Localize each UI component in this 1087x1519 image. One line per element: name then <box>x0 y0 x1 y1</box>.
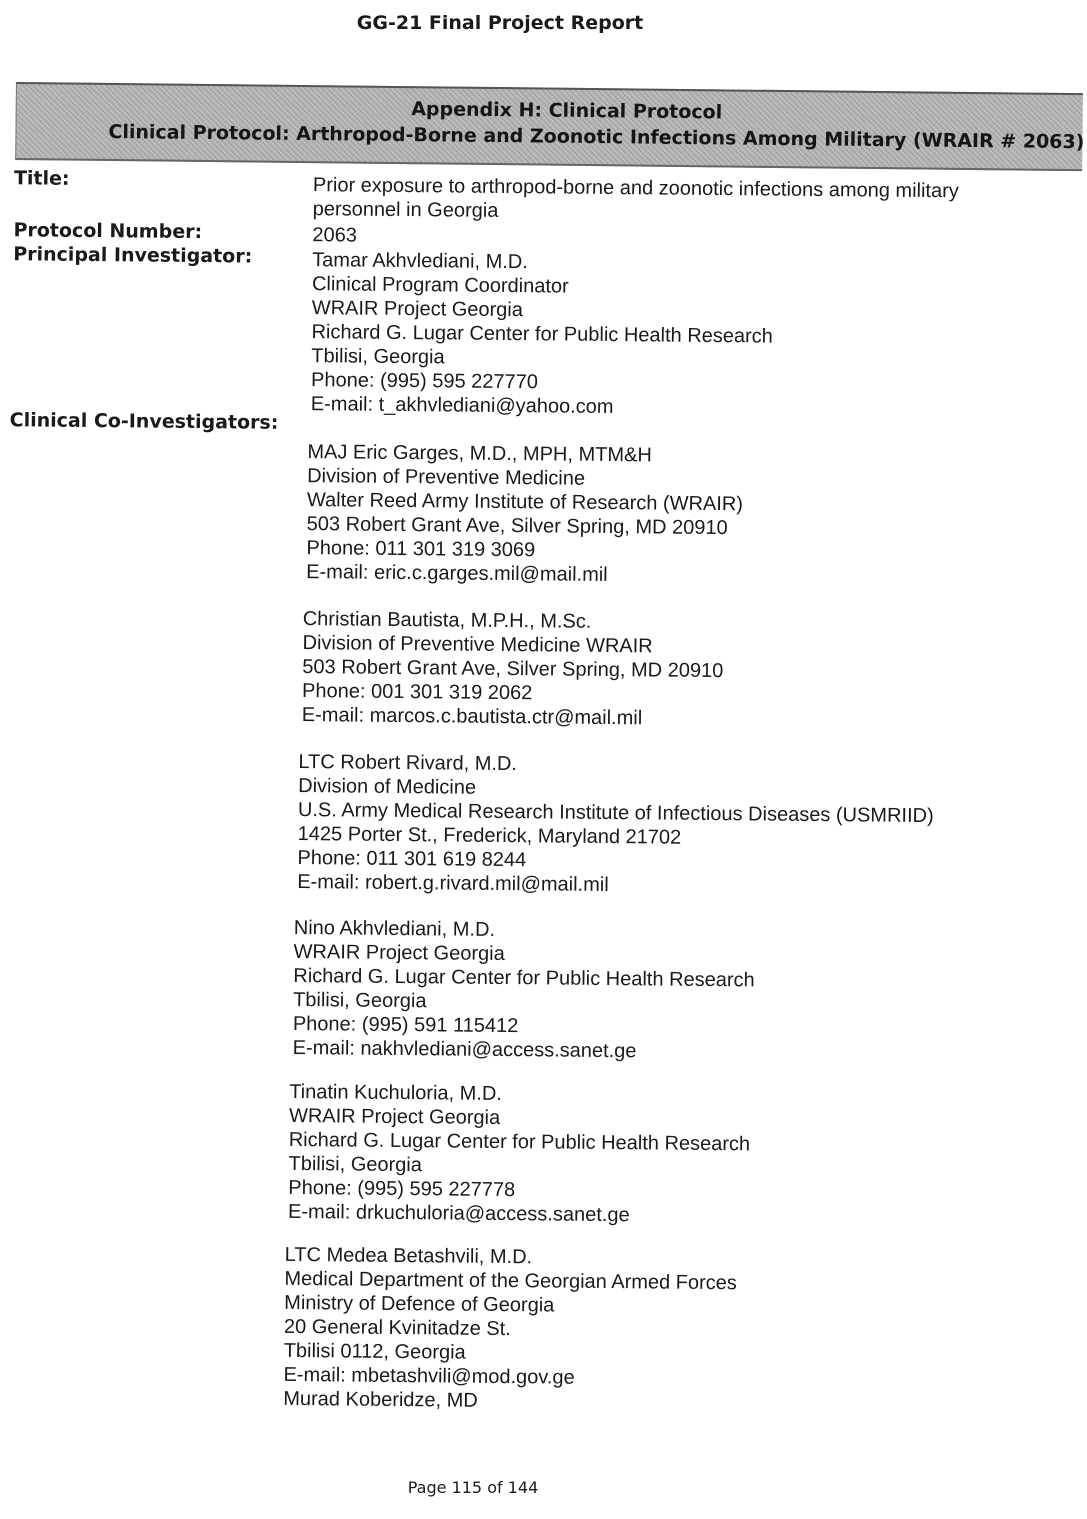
co-investigator-line: Division of Medicine <box>298 775 477 799</box>
co-investigator-name: Murad Koberidze, MD <box>283 1387 478 1412</box>
co-investigator-line: Tbilisi, Georgia <box>293 988 427 1013</box>
title-line: personnel in Georgia <box>312 198 499 222</box>
co-investigator-card <box>297 750 934 900</box>
co-investigator-phone: Phone: (995) 591 115412 <box>292 1012 519 1038</box>
co-investigator-line: Richard G. Lugar Center for Public Health Research <box>288 1128 751 1156</box>
co-investigator-line: Division of Preventive Medicine <box>307 465 586 490</box>
pi-email: E-mail: t_akhvlediani@yahoo.com <box>310 393 614 419</box>
co-investigator-line: Division of Preventive Medicine WRAIR <box>302 632 653 658</box>
title-line: Prior exposure to arthropod-borne and zoonotic infections among military <box>312 174 959 203</box>
protocol-number-label: Protocol Number: <box>13 219 203 244</box>
co-investigators-label: Clinical Co-Investigators: <box>9 409 279 434</box>
co-investigator-line: Ministry of Defence of Georgia <box>284 1291 555 1317</box>
co-investigator-card <box>288 1080 751 1228</box>
pi-line: WRAIR Project Georgia <box>311 297 524 322</box>
co-investigator-card <box>293 916 756 1064</box>
protocol-title: Clinical Protocol: Arthropod-Borne and Zoonotic Infections Among Military (WRAIR # 2063) <box>108 120 1085 154</box>
co-investigator-line: U.S. Army Medical Research Institute of Infectious Diseases (USMRIID) <box>297 799 934 828</box>
co-investigator-line: Tbilisi 0112, Georgia <box>283 1339 466 1364</box>
title-label: Title: <box>13 167 70 190</box>
pi-line: Tbilisi, Georgia <box>311 345 445 369</box>
co-investigator-name: LTC Robert Rivard, M.D. <box>298 751 518 776</box>
co-investigator-email: E-mail: nakhvlediani@access.sanet.ge <box>292 1036 637 1063</box>
co-investigator-phone: Phone: (995) 595 227778 <box>288 1176 516 1202</box>
pi-line: Clinical Program Coordinator <box>311 273 569 298</box>
title-value <box>313 173 959 227</box>
co-investigator-line: 1425 Porter St., Frederick, Maryland 21702 <box>297 823 682 849</box>
report-header: GG-21 Final Project Report <box>356 12 644 34</box>
co-investigator-line: 503 Robert Grant Ave, Silver Spring, MD 20910 <box>306 513 728 540</box>
co-investigator-name: LTC Medea Betashvili, M.D. <box>284 1243 533 1269</box>
co-investigator-email: E-mail: marcos.c.bautista.ctr@mail.mil <box>301 704 643 730</box>
co-investigator-line: WRAIR Project Georgia <box>288 1104 501 1129</box>
co-investigator-name: Nino Akhvlediani, M.D. <box>293 916 496 941</box>
co-investigator-phone: Phone: 011 301 619 8244 <box>297 847 527 872</box>
co-investigator-email: E-mail: robert.g.rivard.mil@mail.mil <box>297 871 609 896</box>
protocol-number: 2063 <box>312 224 358 247</box>
co-investigator-line: 503 Robert Grant Ave, Silver Spring, MD 20910 <box>302 656 724 683</box>
co-investigator-name: Tinatin Kuchuloria, M.D. <box>289 1080 503 1105</box>
co-investigator-card <box>283 1243 737 1415</box>
co-investigator-name: MAJ Eric Garges, M.D., MPH, MTM&H <box>307 441 652 467</box>
co-investigator-line: Richard G. Lugar Center for Public Health Research <box>293 964 755 992</box>
co-investigator-line: WRAIR Project Georgia <box>293 940 505 966</box>
appendix-banner <box>15 82 1083 171</box>
pi-phone: Phone: (995) 595 227770 <box>310 369 539 394</box>
pi-line: Richard G. Lugar Center for Public Health Research <box>311 321 773 348</box>
co-investigator-phone: Phone: 001 301 319 2062 <box>301 680 533 705</box>
protocol-number-value <box>312 223 357 247</box>
appendix-title: Appendix H: Clinical Protocol <box>411 98 723 124</box>
co-investigator-card <box>306 440 743 588</box>
co-investigator-line: Tbilisi, Georgia <box>288 1152 423 1177</box>
principal-investigator-block <box>311 248 774 420</box>
co-investigator-email: E-mail: mbetashvili@mod.gov.ge <box>283 1363 575 1389</box>
co-investigator-line: Medical Department of the Georgian Armed Forces <box>284 1267 737 1295</box>
co-investigator-email: E-mail: eric.c.garges.mil@mail.mil <box>306 561 608 586</box>
co-investigator-line: 20 General Kvinitadze St. <box>283 1315 511 1341</box>
page-number: Page 115 of 144 <box>407 1478 539 1497</box>
co-investigator-phone: Phone: 011 301 319 3069 <box>306 537 536 562</box>
pi-name: Tamar Akhvlediani, M.D. <box>312 249 528 274</box>
co-investigator-line: Walter Reed Army Institute of Research (WRAIR) <box>306 489 744 516</box>
principal-investigator-label: Principal Investigator: <box>13 243 253 268</box>
co-investigator-name: Christian Bautista, M.P.H., M.Sc. <box>302 608 592 633</box>
co-investigator-card <box>302 607 724 731</box>
co-investigator-email: E-mail: drkuchuloria@access.sanet.ge <box>287 1200 630 1227</box>
